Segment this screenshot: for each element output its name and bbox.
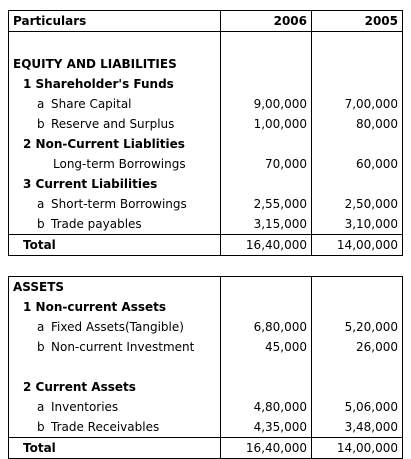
total-row: [9, 234, 403, 255]
non-current-investment-2005: 26,000: [312, 337, 403, 357]
assets-table: [8, 276, 403, 459]
long-term-borrowings-2006: 70,000: [221, 154, 312, 174]
assets-total-2005: 14,00,000: [312, 437, 403, 458]
trade-receivables-2006: 4,35,000: [221, 417, 312, 438]
subsection-row: [9, 74, 403, 94]
table-row: [9, 114, 403, 134]
fixed-assets-cell: [9, 317, 221, 337]
total-row: [9, 437, 403, 458]
subsection-row: [9, 174, 403, 194]
year-2006-header: 2006: [221, 11, 312, 32]
short-term-borrowings-label: Short-term Borrowings: [51, 196, 187, 211]
assets-title: ASSETS: [9, 276, 221, 297]
reserve-surplus-2006: 1,00,000: [221, 114, 312, 134]
table-row: [9, 94, 403, 114]
equity-total-2005: 14,00,000: [312, 234, 403, 255]
fixed-assets-2005: 5,20,000: [312, 317, 403, 337]
equity-liabilities-table: [8, 10, 403, 256]
shareholders-funds-label: 1 Shareholder's Funds: [9, 74, 221, 94]
non-current-investment-cell: [9, 337, 221, 357]
reserve-surplus-2005: 80,000: [312, 114, 403, 134]
equity-liabilities-title: EQUITY AND LIABILITIES: [9, 54, 221, 74]
section-title-row: [9, 276, 403, 297]
item-letter: a: [37, 196, 45, 211]
current-liabilities-label: 3 Current Liabilities: [9, 174, 221, 194]
table-row: [9, 214, 403, 235]
inventories-2006: 4,80,000: [221, 397, 312, 417]
item-letter: b: [37, 339, 45, 354]
fixed-assets-2006: 6,80,000: [221, 317, 312, 337]
non-current-liabilities-label: 2 Non-Current Liablities: [9, 134, 221, 154]
particulars-header: Particulars: [9, 11, 221, 32]
current-assets-label: 2 Current Assets: [9, 377, 221, 397]
subsection-row: [9, 297, 403, 317]
table-row: [9, 154, 403, 174]
table-row: [9, 337, 403, 357]
year-2005-header: 2005: [312, 11, 403, 32]
item-letter: b: [37, 116, 45, 131]
header-row: [9, 11, 403, 32]
long-term-borrowings-label: Long-term Borrowings: [9, 154, 221, 174]
assets-total-2006: 16,40,000: [221, 437, 312, 458]
subsection-row: [9, 134, 403, 154]
inventories-cell: [9, 397, 221, 417]
trade-payables-2006: 3,15,000: [221, 214, 312, 235]
non-current-investment-2006: 45,000: [221, 337, 312, 357]
spacer-row: [9, 357, 403, 377]
reserve-surplus-label: Reserve and Surplus: [51, 116, 175, 131]
table-row: [9, 317, 403, 337]
fixed-assets-label: Fixed Assets(Tangible): [51, 319, 184, 334]
spacer-row: [9, 32, 403, 54]
section-title-row: [9, 54, 403, 74]
trade-receivables-2005: 3,48,000: [312, 417, 403, 438]
inventories-2005: 5,06,000: [312, 397, 403, 417]
trade-payables-cell: [9, 214, 221, 235]
short-term-borrowings-2006: 2,55,000: [221, 194, 312, 214]
table-row: [9, 417, 403, 438]
trade-receivables-cell: [9, 417, 221, 438]
non-current-assets-label: 1 Non-current Assets: [9, 297, 221, 317]
inventories-label: Inventories: [51, 399, 119, 414]
share-capital-2005: 7,00,000: [312, 94, 403, 114]
table-row: [9, 194, 403, 214]
equity-total-2006: 16,40,000: [221, 234, 312, 255]
item-letter: a: [37, 399, 45, 414]
non-current-investment-label: Non-current Investment: [51, 339, 195, 354]
subsection-row: [9, 377, 403, 397]
item-letter: a: [37, 96, 45, 111]
item-letter: b: [37, 216, 45, 231]
trade-receivables-label: Trade Receivables: [51, 419, 160, 434]
share-capital-2006: 9,00,000: [221, 94, 312, 114]
assets-total-label: Total: [9, 437, 221, 458]
long-term-borrowings-2005: 60,000: [312, 154, 403, 174]
trade-payables-2005: 3,10,000: [312, 214, 403, 235]
share-capital-cell: [9, 94, 221, 114]
trade-payables-label: Trade payables: [51, 216, 142, 231]
short-term-borrowings-2005: 2,50,000: [312, 194, 403, 214]
share-capital-label: Share Capital: [51, 96, 132, 111]
item-letter: a: [37, 319, 45, 334]
table-row: [9, 397, 403, 417]
equity-total-label: Total: [9, 234, 221, 255]
item-letter: b: [37, 419, 45, 434]
balance-sheet: [8, 10, 402, 459]
short-term-borrowings-cell: [9, 194, 221, 214]
reserve-surplus-cell: [9, 114, 221, 134]
